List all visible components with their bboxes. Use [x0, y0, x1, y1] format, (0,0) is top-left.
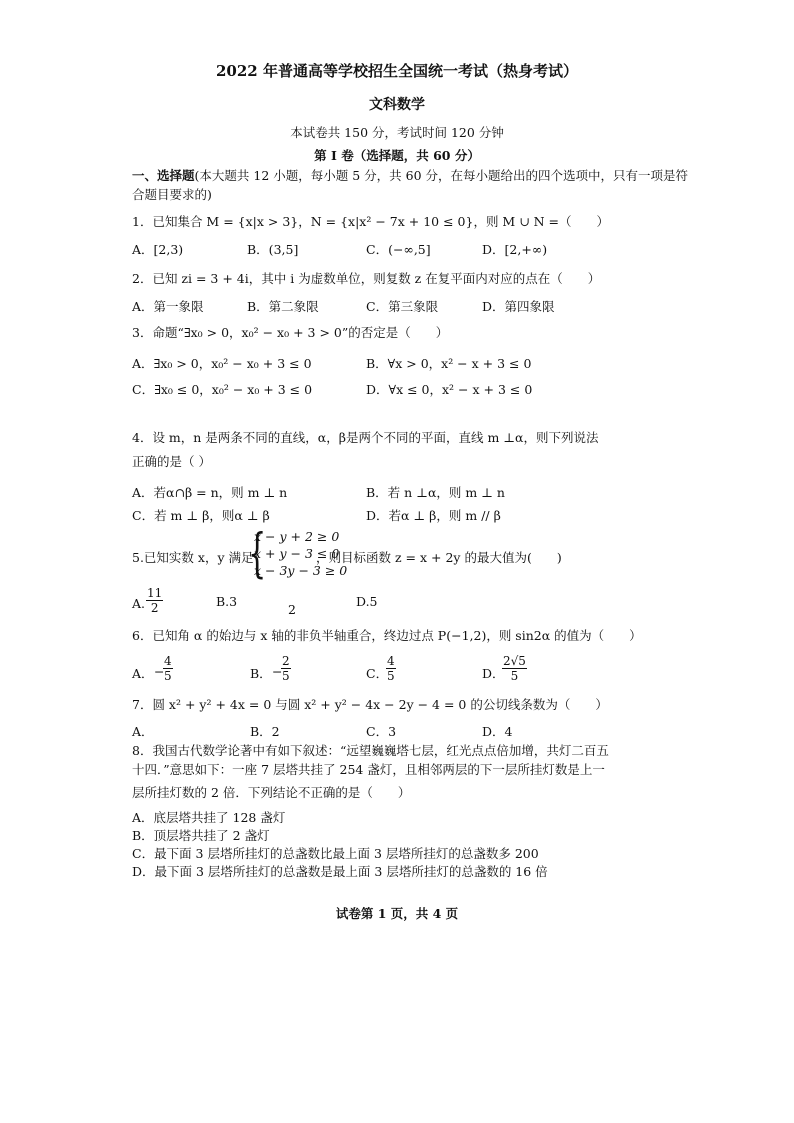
question-6-option-a-sign: − — [154, 664, 165, 679]
question-2-option-c: C．第三象限 — [366, 299, 439, 314]
question-4-option-d: D．若α ⊥ β，则 m // β — [366, 508, 501, 523]
inequality-3: x − 3y − 3 ≥ 0 — [254, 563, 348, 578]
fraction-denominator: 5 — [164, 669, 172, 683]
fraction-denominator: 5 — [510, 669, 519, 683]
question-1-option-b: B．(3,5] — [247, 242, 299, 257]
question-4-option-c: C．若 m ⊥ β，则α ⊥ β — [132, 508, 270, 523]
question-5-option-c-fragment: 2 — [288, 602, 296, 617]
question-6-option-b-sign: − — [272, 664, 283, 679]
section-heading: 一、选择题 — [132, 168, 195, 183]
question-8-stem-line-1: 8．我国古代数学论著中有如下叙述：“远望巍巍塔七层，红光点点倍加增，共灯二百五 — [132, 743, 609, 758]
question-4-option-b: B．若 n ⊥α，则 m ⊥ n — [366, 485, 505, 500]
question-4-stem-line-1: 4．设 m，n 是两条不同的直线，α，β是两个不同的平面，直线 m ⊥α，则下列说法 — [132, 430, 599, 445]
exam-title: 2022 年普通高等学校招生全国统一考试（热身考试） — [216, 62, 578, 80]
question-7-option-c: C．3 — [366, 724, 397, 739]
question-6-option-c-fraction — [386, 654, 396, 683]
question-6-option-a-label: A． — [132, 666, 154, 681]
question-6-option-d-label: D． — [482, 666, 505, 681]
section-text: (本大题共 12 小题，每小题 5 分，共 60 分，在每小题给出的四个选项中，只有一项是符合题目要求的) — [132, 168, 688, 202]
question-6-option-b-fraction — [281, 654, 291, 683]
question-3-option-d: D．∀x ≤ 0，x² − x + 3 ≤ 0 — [366, 382, 533, 397]
section-instructions — [132, 166, 692, 204]
question-3-option-b: B．∀x > 0，x² − x + 3 ≤ 0 — [366, 356, 532, 371]
fraction-numerator: 4 — [387, 654, 395, 668]
question-8-option-b: B．顶层塔共挂了 2 盏灯 — [132, 828, 270, 843]
question-2-option-b: B．第二象限 — [247, 299, 319, 314]
fraction-denominator: 2 — [150, 601, 159, 615]
brace-symbol: { — [248, 524, 267, 584]
question-5-option-d: D.5 — [356, 594, 378, 609]
question-4-stem-line-2: 正确的是（ ） — [132, 454, 211, 469]
fraction-numerator: 4 — [164, 654, 172, 668]
question-7-option-d: D．4 — [482, 724, 513, 739]
inequality-2: x + y − 3 ≤ 0 — [254, 546, 340, 561]
question-8-stem-line-3: 层所挂灯数的 2 倍．下列结论不正确的是（ ） — [132, 785, 411, 800]
question-7-option-a: A． — [132, 724, 154, 739]
question-3-stem: 3．命题“∃x₀ > 0，x₀² − x₀ + 3 > 0”的否定是（ ） — [132, 325, 449, 340]
inequality-1: x − y + 2 ≥ 0 — [254, 529, 340, 544]
question-2-option-d: D．第四象限 — [482, 299, 555, 314]
exam-info: 本试卷共 150 分，考试时间 120 分钟 — [290, 125, 504, 140]
question-4-option-a: A．若α∩β = n，则 m ⊥ n — [132, 485, 288, 500]
question-8-stem-line-2: 十四．”意思如下：一座 7 层塔共挂了 254 盏灯，且相邻两层的下一层所挂灯数是上一 — [132, 762, 605, 777]
fraction-numerator: 11 — [147, 586, 163, 600]
fraction-denominator: 5 — [282, 669, 290, 683]
question-3-option-c: C．∃x₀ ≤ 0，x₀² − x₀ + 3 ≤ 0 — [132, 382, 313, 397]
question-6-option-a-fraction — [163, 654, 173, 683]
fraction-numerator: 2√5 — [503, 654, 526, 668]
question-1-option-d: D．[2,+∞) — [482, 242, 548, 257]
question-5-stem-post: ，则目标函数 z = x + 2y 的最大值为( ) — [316, 550, 562, 565]
fraction-numerator: 2 — [282, 654, 290, 668]
question-8-option-c: C．最下面 3 层塔所挂灯的总盏数比最上面 3 层塔所挂灯的总盏数多 200 — [132, 846, 539, 861]
question-7-option-b: B．2 — [250, 724, 280, 739]
question-6-option-c-label: C． — [366, 666, 389, 681]
question-2-option-a: A．第一象限 — [132, 299, 204, 314]
question-5-option-a-fraction — [146, 586, 163, 615]
question-8-option-d: D．最下面 3 层塔所挂灯的总盏数是最上面 3 层塔所挂灯的总盏数的 16 倍 — [132, 864, 548, 879]
question-1-option-c: C．(−∞,5] — [366, 242, 431, 257]
volume-heading: 第 I 卷（选择题，共 60 分） — [314, 148, 480, 163]
question-5-option-b: B.3 — [216, 594, 238, 609]
question-6-option-d-fraction — [502, 654, 527, 683]
question-2-stem: 2．已知 zi = 3 + 4i，其中 i 为虚数单位，则复数 z 在复平面内对应的点在（ ） — [132, 271, 601, 286]
question-1-stem: 1．已知集合 M = {x|x > 3}，N = {x|x² − 7x + 10 ≤ 0}，则 M ∪ N =（ ） — [132, 214, 610, 229]
question-5-stem-pre: 5.已知实数 x，y 满足 — [132, 550, 254, 565]
question-8-option-a: A．底层塔共挂了 128 盏灯 — [132, 810, 286, 825]
question-7-stem: 7．圆 x² + y² + 4x = 0 与圆 x² + y² − 4x − 2y − 4 = 0 的公切线条数为（ ） — [132, 697, 608, 712]
question-6-option-b-label: B． — [250, 666, 272, 681]
page-footer: 试卷第 1 页，共 4 页 — [335, 906, 459, 921]
question-3-option-a: A．∃x₀ > 0，x₀² − x₀ + 3 ≤ 0 — [132, 356, 312, 371]
question-1-option-a: A．[2,3) — [132, 242, 184, 257]
exam-subject: 文科数学 — [369, 97, 425, 113]
question-6-stem: 6．已知角 α 的始边与 x 轴的非负半轴重合，终边过点 P(−1,2)，则 sin2α 的值为（ ） — [132, 628, 642, 643]
question-5-option-a-label: A. — [132, 596, 146, 611]
fraction-denominator: 5 — [387, 669, 395, 683]
